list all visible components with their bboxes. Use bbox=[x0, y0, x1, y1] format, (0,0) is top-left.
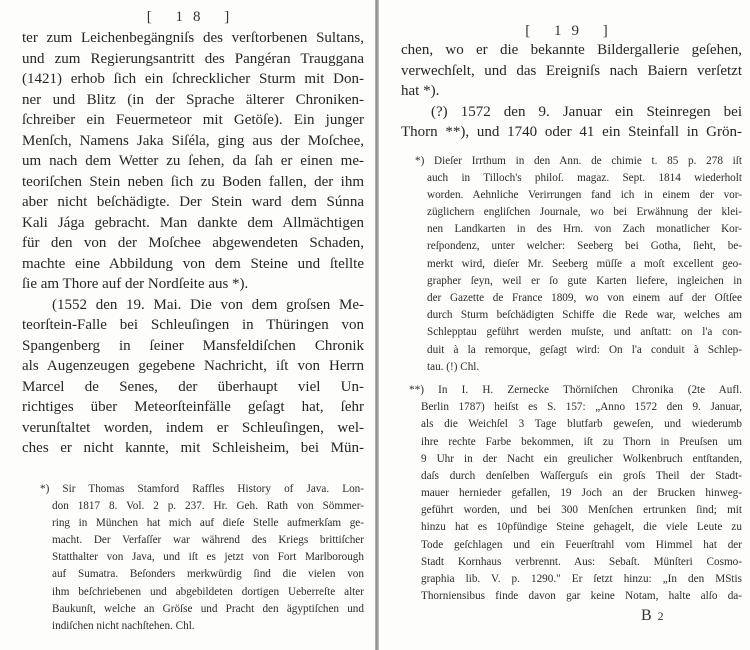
signature-mark bbox=[401, 607, 742, 625]
text-line: für den von der Moſchee abgewendeten Schaden, bbox=[22, 235, 364, 251]
right-column bbox=[401, 0, 742, 650]
text-line: ter zum Leichenbegängniſs des verſtorbenen Sultans, bbox=[22, 30, 364, 46]
footnote-line: ring in München hat mich auf dieſe Stelle aufmerkſam ge- bbox=[52, 516, 364, 529]
footnote-line: macht. Der Verfaſſer war während des Kriegs brittiſcher bbox=[52, 534, 364, 547]
text-line: aber nicht beſchädigte. Der Stein ward dem Súnna bbox=[22, 194, 364, 210]
footnote-line: Thorniensibus finde davon gar keine Notam, halte alſo da- bbox=[421, 590, 742, 603]
footnote-line: don 1817 8. Vol. 2 p. 237. Hr. Geh. Rath von Sömmer- bbox=[52, 499, 364, 512]
signature-number: 2 bbox=[657, 609, 664, 624]
footnote-line: Tode geſchlagen und ein Feuerſtrahl vom Himmel hat der bbox=[421, 538, 742, 551]
footnote-line: als die Weichſel 3 Tage blutfarb geweſen, und wiederumb bbox=[421, 418, 742, 431]
footnote-line: reſpondenz, unter welcher: Seeberg bei Gotha, ſieht, be- bbox=[427, 240, 742, 253]
footnote-line: züglichern engliſchen Journale, wo bei Erwähnung der klei- bbox=[427, 206, 742, 219]
text-line: und zum Regierungsantritt des Pangéran Trauggana bbox=[22, 50, 364, 67]
footnote-line: worden. Aehnliche Verirrungen fand ich in einem der vor- bbox=[427, 188, 742, 201]
text-line: um nach dem Wetter zu ſehen, da ſah er einen me- bbox=[22, 153, 364, 169]
left-column bbox=[22, 0, 364, 650]
body-text bbox=[22, 28, 364, 459]
footnote-line: ihre rechte Farbe bekommen, iſt zu Thorn in Preuſsen um bbox=[421, 435, 742, 448]
text-line: machte eine Abbildung von dem Steine und ſtellte bbox=[22, 255, 364, 272]
text-line: verunſtaltet worden, indem er Schleuſingen, wel- bbox=[22, 419, 364, 436]
footnote-line: durch Sturm beſchädigten Schiffe die Rede war, welches am bbox=[427, 309, 742, 322]
text-line: ner und Blitz (in der Sprache älterer Chroniken- bbox=[22, 91, 364, 108]
footnote-line: der Gazette de France 1809, wo von einem auf der Oſtſee bbox=[427, 292, 742, 304]
footnote-line: indiſchen nicht nachſtehen. Chl. bbox=[52, 620, 195, 632]
footnote-line: grapher ſeyn, weil er ſo gute Karten liefere, ingleichen in bbox=[427, 274, 742, 287]
footnote bbox=[22, 481, 364, 636]
footnote-line: Statthalter von Java, und iſt es jetzt von Fort Marlborough bbox=[52, 551, 364, 564]
text-line: Spangenberg in ſeiner Mansfeldiſchen Chronik bbox=[22, 337, 364, 354]
text-line: Menſch, Namens Jaka Siſéla, ging aus der Moſchee, bbox=[22, 132, 364, 149]
footnote-line: geführt worden, und bei 300 Menſchen ertrunken ſind; mit bbox=[421, 504, 742, 517]
right-page bbox=[379, 0, 750, 650]
footnote-line: hinzu hat es 10pfündige Steine gehagelt, die viele Leute zu bbox=[421, 521, 742, 534]
footnote-line: *) Dieſer Irrthum in den Ann. de chimie t. 85 p. 278 iſt bbox=[415, 154, 742, 167]
text-line: (1421) erhob ſich ein ſchrecklicher Sturm mit Don- bbox=[22, 71, 364, 87]
footnote-line: Baukunſt, welche an Gröſse und Pracht den ägyptiſchen und bbox=[52, 602, 364, 615]
footnote-line: Schlepptau geführt werden muſste, und anſtatt: on l'a con- bbox=[427, 326, 742, 339]
text-line: ſie am Thore auf der Nordſeite aus *). bbox=[22, 276, 249, 292]
footnote-line: **) In I. H. Zernecke Thörniſchen Chronika (2te Aufl. bbox=[409, 383, 742, 396]
text-line: ches er nicht kannte, mit Schleisheim, bei Mün- bbox=[22, 440, 364, 456]
footnote-line: merkt wird, dieſer Mr. Seeberg müſſe a moſt excellent geo- bbox=[427, 257, 742, 270]
text-line: (1552 den 19. Mai. Die von dem groſsen Me- bbox=[52, 296, 364, 313]
text-line: Kali Jága gebracht. Man dankte dem Allmächtigen bbox=[22, 214, 364, 231]
footnote-line: 9 Uhr in der Nacht ein greulicher Wolkenbruch entſtanden, bbox=[421, 452, 742, 465]
footnote-line: duit à la remorque, geſagt wird: On l'a conduit à Schlep- bbox=[427, 343, 742, 356]
footnote-line: mauer hernieder gefallen, 19 Joch an der Brucken hinweg- bbox=[421, 487, 742, 500]
footnote-line: ihm beſchriebenen und abgebildeten dortigen Ueberreſte alter bbox=[52, 585, 364, 598]
footnote-line: graphia lib. V. p. 1290." Er ſetzt hinzu: „In den MStis bbox=[421, 573, 742, 585]
text-line: teoriſchen Stein neben ſich zu Boden fallen, der ihm bbox=[22, 173, 364, 190]
footnote-line: Berlin 1787) heiſst es S. 157: „Anno 1572 den 9. Januar, bbox=[421, 401, 742, 414]
text-line: Marcel de Senes, der überhaupt viel Un- bbox=[22, 378, 364, 395]
footnote-line: auf Sumatra. Beſonders merkwürdig ſind die vielen von bbox=[52, 568, 364, 581]
footnote bbox=[401, 382, 742, 605]
footnote-line: auch in Tilloch's philoſ. magaz. Sept. 1814 wiederholt bbox=[427, 171, 742, 184]
text-line: richtiges über Meteorſteinfälle geſagt hat, ſehr bbox=[22, 399, 364, 415]
text-line: Thorn **), und 1740 oder 41 ein Steinfall in Grön- bbox=[401, 124, 742, 140]
body-text bbox=[401, 40, 742, 143]
text-line: chen, wo er die bekannte Bildergallerie geſehen, bbox=[401, 42, 742, 58]
footnote-line: nen Landkarten in des Hrn. von Zach monatlicher Kor- bbox=[427, 223, 742, 236]
page-number: [ 18 ] bbox=[146, 9, 240, 25]
text-line: als Augenzeugen gegebene Nachricht, iſt von Herrn bbox=[22, 358, 364, 374]
text-line: teorſtein-Falle bei Schleuſingen in Thüringen von bbox=[22, 317, 364, 333]
footnote-line: *) Sir Thomas Stamford Raffles History of Java. Lon- bbox=[40, 482, 364, 495]
footnote bbox=[401, 153, 742, 376]
signature-letter: B bbox=[641, 607, 652, 625]
footnote-line: tau. (!) Chl. bbox=[427, 360, 480, 373]
footnote-line: Stadt Kornhaus verbrennt. Aus: Sebaſt. Münſteri Cosmo- bbox=[421, 555, 742, 568]
text-line: verwechſelt, und das Ereigniſs nach Baiern verſetzt bbox=[401, 62, 742, 79]
text-line: ſchreiber ein Feuermeteor mit Getöſe). Ein junger bbox=[22, 112, 364, 128]
text-line: (?) 1572 den 9. Januar ein Steinregen bei bbox=[431, 103, 742, 120]
footnote-line: daſs durch denſelben Waſſerguſs ein groſs Theil der Stadt- bbox=[421, 469, 742, 482]
page-number: [ 19 ] bbox=[525, 23, 618, 39]
text-line: hat *). bbox=[401, 83, 440, 99]
